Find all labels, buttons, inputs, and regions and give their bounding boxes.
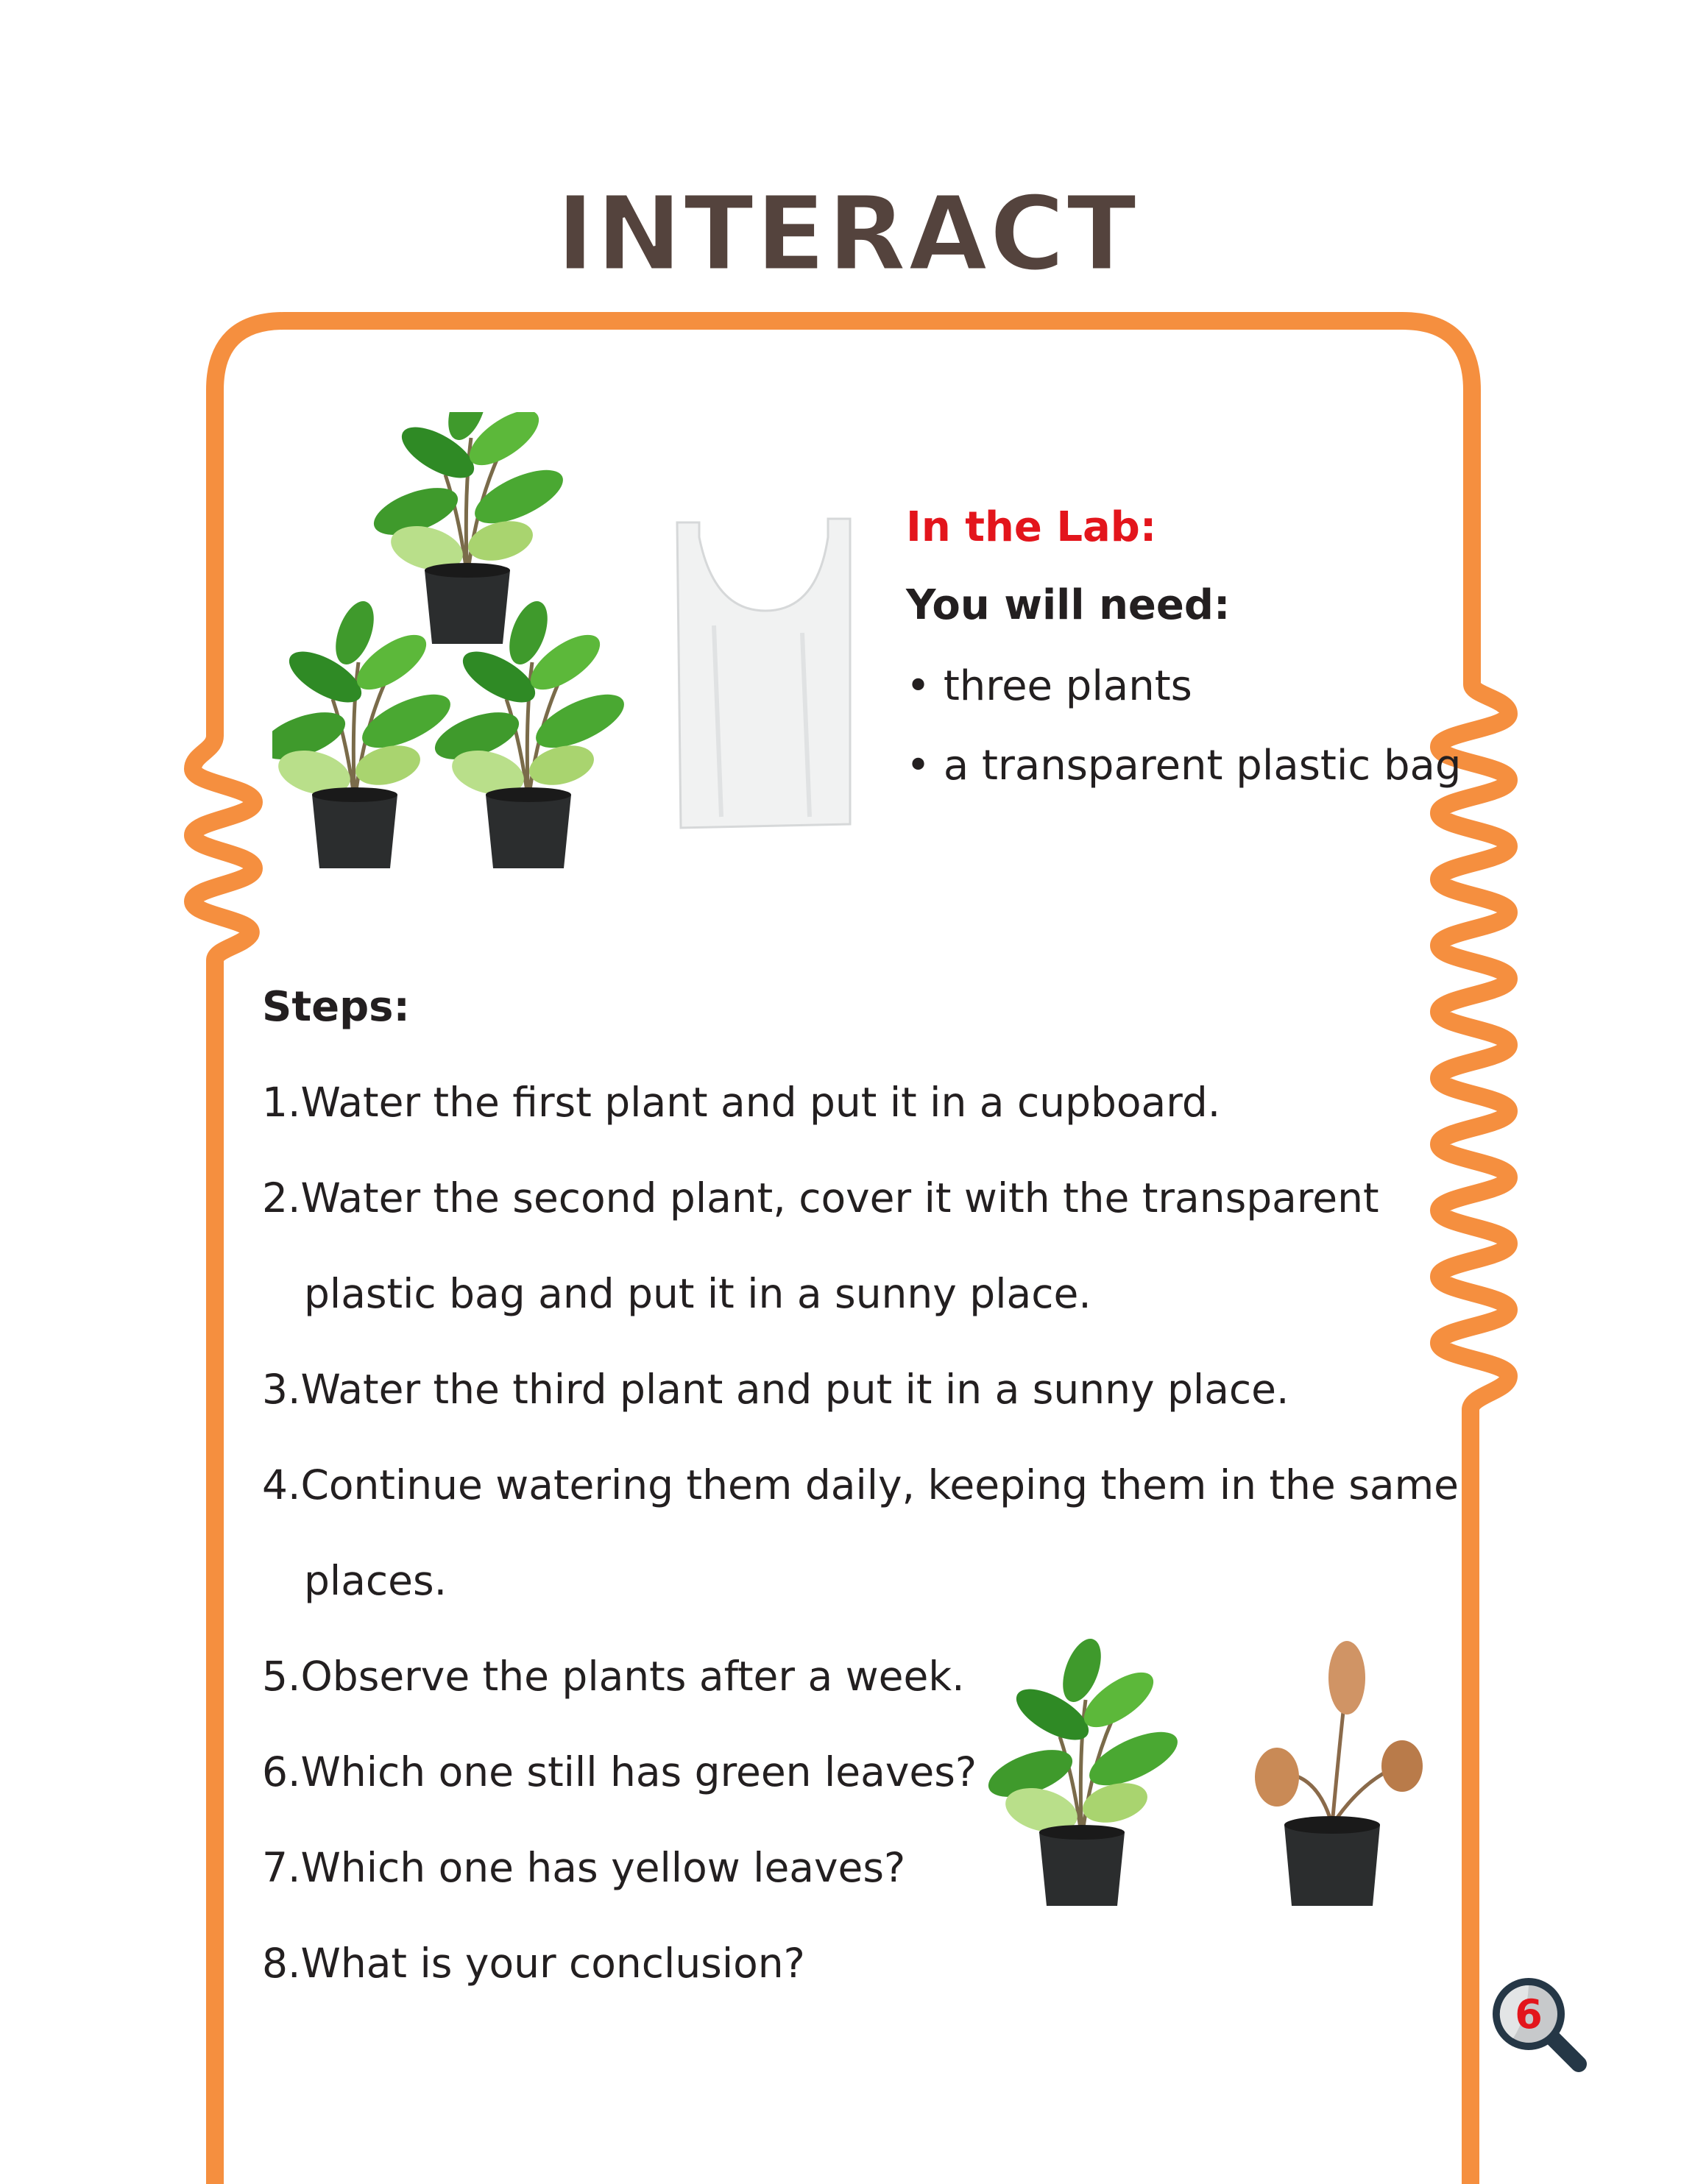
step-item: 6.Which one still has green leaves? [262, 1748, 977, 1795]
step-item: 8.What is your conclusion? [262, 1940, 805, 1987]
healthy-and-dead-plants-image [957, 1604, 1472, 1987]
magnifier-icon [1487, 1972, 1590, 2075]
step-item: 2.Water the second plant, cover it with the transparent [262, 1174, 1379, 1222]
step-item: 4.Continue watering them daily, keeping them in the same [262, 1461, 1459, 1508]
step-item: 3.Water the third plant and put it in a sunny place. [262, 1366, 1289, 1413]
lab-heading: In the Lab: [906, 503, 1157, 551]
need-heading: You will need: [906, 581, 1231, 629]
step-item-continued: plastic bag and put it in a sunny place. [304, 1270, 1091, 1317]
page-number: 6 [1515, 1991, 1543, 2038]
material-item: • three plants [906, 662, 1192, 710]
step-item: 5.Observe the plants after a week. [262, 1653, 965, 1700]
step-item-continued: places. [304, 1557, 447, 1604]
steps-heading: Steps: [262, 983, 410, 1031]
step-item: 7.Which one has yellow leaves? [262, 1844, 906, 1891]
material-item: • a transparent plastic bag [906, 742, 1462, 790]
plastic-bag-image [670, 508, 861, 832]
svg-text:INTERACT: INTERACT [556, 175, 1139, 286]
step-item: 1.Water the first plant and put it in a cupboard. [262, 1079, 1221, 1126]
page-title [0, 175, 1695, 286]
three-plants-image [272, 412, 640, 883]
